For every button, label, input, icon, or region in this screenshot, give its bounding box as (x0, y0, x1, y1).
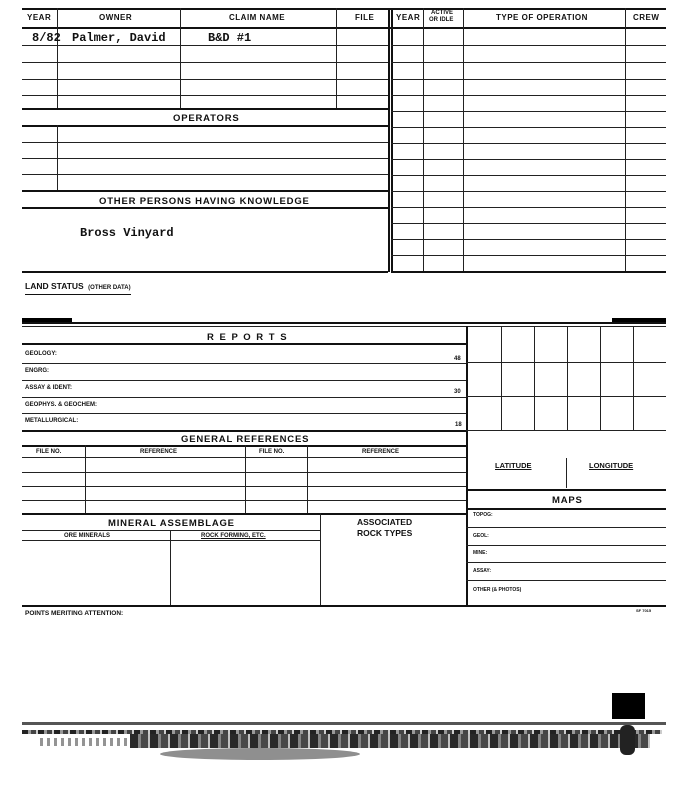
associated-label: ASSOCIATED (357, 517, 413, 527)
general-references-heading: GENERAL REFERENCES (181, 434, 310, 445)
header-type-of-operation: TYPE OF OPERATION (496, 13, 588, 22)
knowledge-heading: OTHER PERSONS HAVING KNOWLEDGE (99, 196, 310, 207)
maps-geol: GEOL: (473, 533, 489, 539)
ore-minerals-label: ORE MINERALS (64, 533, 111, 539)
mineral-assemblage-heading: MINERAL ASSEMBLAGE (108, 518, 235, 529)
report-num-metallurgical: 18 (455, 422, 462, 428)
gr-col-file-no-2: FILE NO. (259, 449, 285, 455)
header-file: FILE (355, 13, 375, 22)
gr-col-reference-2: REFERENCE (362, 449, 400, 455)
report-label-engrg: ENGRG: (25, 368, 49, 374)
gr-col-file-no-1: FILE NO. (36, 449, 62, 455)
gr-col-reference-1: REFERENCE (140, 449, 178, 455)
header-year: YEAR (27, 13, 52, 22)
form-code: SF 7015 (636, 608, 652, 613)
land-status (25, 276, 131, 295)
reports-heading: R E P O R T S (207, 332, 289, 343)
report-num-assay: 30 (454, 389, 461, 395)
knowledge-entry: Bross Vinyard (80, 226, 174, 240)
land-status-label: LAND STATUS (25, 281, 84, 291)
longitude-label: LONGITUDE (589, 461, 634, 470)
maps-topog: TOPOG: (473, 512, 493, 518)
report-label-assay: ASSAY & IDENT: (25, 385, 73, 391)
header-crew: CREW (633, 13, 660, 22)
header-claim-name: CLAIM NAME (229, 13, 286, 22)
header-or-idle: OR IDLE (429, 17, 454, 23)
entry-year: 8/82 (32, 31, 61, 45)
maps-mine: MINE: (473, 550, 488, 556)
report-label-geophys: GEOPHYS. & GEOCHEM: (25, 402, 98, 408)
maps-assay: ASSAY: (473, 568, 492, 574)
report-label-metallurgical: METALLURGICAL: (25, 418, 79, 424)
points-meriting-attention: POINTS MERITING ATTENTION: (25, 610, 124, 617)
operators-heading: OPERATORS (173, 113, 240, 124)
header-owner: OWNER (99, 13, 133, 22)
rock-types-label: ROCK TYPES (357, 528, 413, 538)
maps-other-photos: OTHER (& PHOTOS) (473, 587, 522, 593)
latitude-label: LATITUDE (495, 461, 532, 470)
maps-heading: MAPS (552, 495, 583, 506)
rock-forming-label: ROCK FORMING, ETC. (201, 533, 266, 539)
report-label-geology: GEOLOGY: (25, 351, 57, 357)
entry-owner: Palmer, David (72, 31, 166, 45)
report-num-geology: 48 (454, 356, 461, 362)
header-active: ACTIVE (431, 10, 454, 16)
land-status-sub: (OTHER DATA) (88, 285, 131, 291)
entry-claim-name: B&D #1 (208, 31, 252, 45)
header-year-right: YEAR (396, 13, 421, 22)
